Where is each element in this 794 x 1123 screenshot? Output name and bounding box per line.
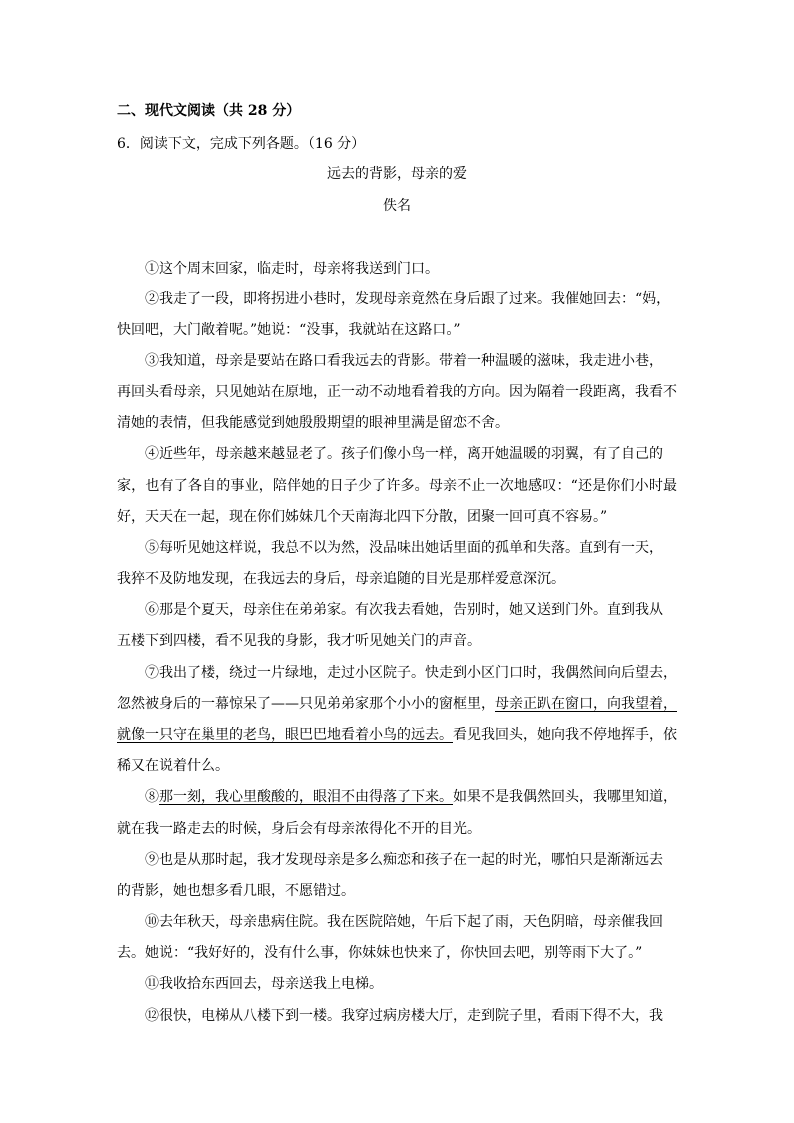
paragraph-3-line-2: 再回头看母亲，只见她站在原地，正一动不动地看着我的方向。因为隔着一段距离，我看不 (117, 384, 677, 400)
paragraph-5-line-2: 我猝不及防地发现，在我远去的身后，母亲追随的目光是那样爱意深沉。 (117, 571, 565, 587)
paragraph-8-line-1-text: 如果不是我偶然回头，我哪里知道， (453, 789, 677, 805)
paragraph-9-line-1: ⑨也是从那时起，我才发现母亲是多么痴恋和孩子在一起的时光，哪怕只是渐渐远去 (145, 852, 663, 868)
paragraph-7-line-4: 稀又在说着什么。 (117, 758, 229, 774)
paragraph-12-line-1: ⑫很快，电梯从八楼下到一楼。我穿过病房楼大厅，走到院子里，看雨下得不大，我 (145, 1008, 663, 1024)
paragraph-8-number: ⑧ (145, 789, 159, 805)
paragraph-1-line-1: ①这个周末回家，临走时，母亲将我送到门口。 (145, 261, 439, 277)
article-title: 远去的背影，母亲的爱 (327, 166, 467, 182)
paragraph-8-line-1 (145, 788, 677, 806)
paragraph-7-line-3 (117, 726, 677, 744)
paragraph-4-line-3: 好，天天在一起，现在你们姊妹几个天南海北四下分散，团聚一回可真不容易。” (117, 509, 608, 525)
article-author: 佚名 (383, 198, 411, 214)
paragraph-7-line-1: ⑦我出了楼，绕过一片绿地，走过小区院子。快走到小区门口时，我偶然间向后望去， (145, 665, 677, 681)
question-prompt: 6．阅读下文，完成下列各题。（16 分） (117, 136, 366, 152)
paragraph-9-line-2: 的背影，她也想多看几眼，不愿错过。 (117, 883, 355, 899)
paragraph-7-line-2 (117, 695, 677, 713)
paragraph-7-line-3-text: 看见我回头，她向我不停地挥手，依 (453, 727, 677, 743)
paragraph-8-line-2: 就在我一路走去的时候，身后会有母亲浓得化不开的目光。 (117, 821, 481, 837)
paragraph-6-line-1: ⑥那是个夏天，母亲住在弟弟家。有次我去看她，告别时，她又送到门外。直到我从 (145, 602, 663, 618)
paragraph-3-line-3: 清她的表情，但我能感觉到她殷殷期望的眼神里满是留恋不舍。 (117, 415, 509, 431)
underlined-sentence-mother-at-window: 母亲正趴在窗口，向我望着， (495, 696, 677, 712)
paragraph-4-line-2: 家，也有了各自的事业，陪伴她的日子少了许多。母亲不止一次地感叹：“还是你们小时最 (117, 478, 677, 494)
paragraph-2-line-1: ②我走了一段，即将拐进小巷时，发现母亲竟然在身后跟了过来。我催她回去：“妈， (145, 291, 671, 307)
paragraph-11-line-1: ⑪我收拾东西回去，母亲送我上电梯。 (145, 976, 383, 992)
paragraph-2-line-2: 快回吧，大门敞着呢。”她说：“没事，我就站在这路口。” (117, 322, 461, 338)
underlined-sentence-tears: 那一刻，我心里酸酸的，眼泪不由得落了下来。 (159, 789, 453, 805)
paragraph-10-line-1: ⑩去年秋天，母亲患病住院。我在医院陪她，午后下起了雨，天色阴暗，母亲催我回 (145, 914, 663, 930)
paragraph-4-line-1: ④近些年，母亲越来越显老了。孩子们像小鸟一样，离开她温暖的羽翼，有了自己的 (145, 446, 663, 462)
section-heading: 二、现代文阅读（共 28 分） (117, 103, 301, 119)
paragraph-10-line-2: 去。她说：“我好好的，没有什么事，你妹妹也快来了，你快回去吧，别等雨下大了。” (117, 945, 643, 961)
underlined-sentence-old-bird: 就像一只守在巢里的老鸟，眼巴巴地看着小鸟的远去。 (117, 727, 453, 743)
paragraph-7-line-2-text: 忽然被身后的一幕惊呆了——只见弟弟家那个小小的窗框里， (117, 696, 495, 712)
paragraph-6-line-2: 五楼下到四楼，看不见我的身影，我才听见她关门的声音。 (117, 633, 481, 649)
paragraph-3-line-1: ③我知道，母亲是要站在路口看我远去的背影。带着一种温暖的滋味，我走进小巷， (145, 353, 663, 369)
paragraph-5-line-1: ⑤每听见她这样说，我总不以为然，没品味出她话里面的孤单和失落。直到有一天， (145, 540, 663, 556)
